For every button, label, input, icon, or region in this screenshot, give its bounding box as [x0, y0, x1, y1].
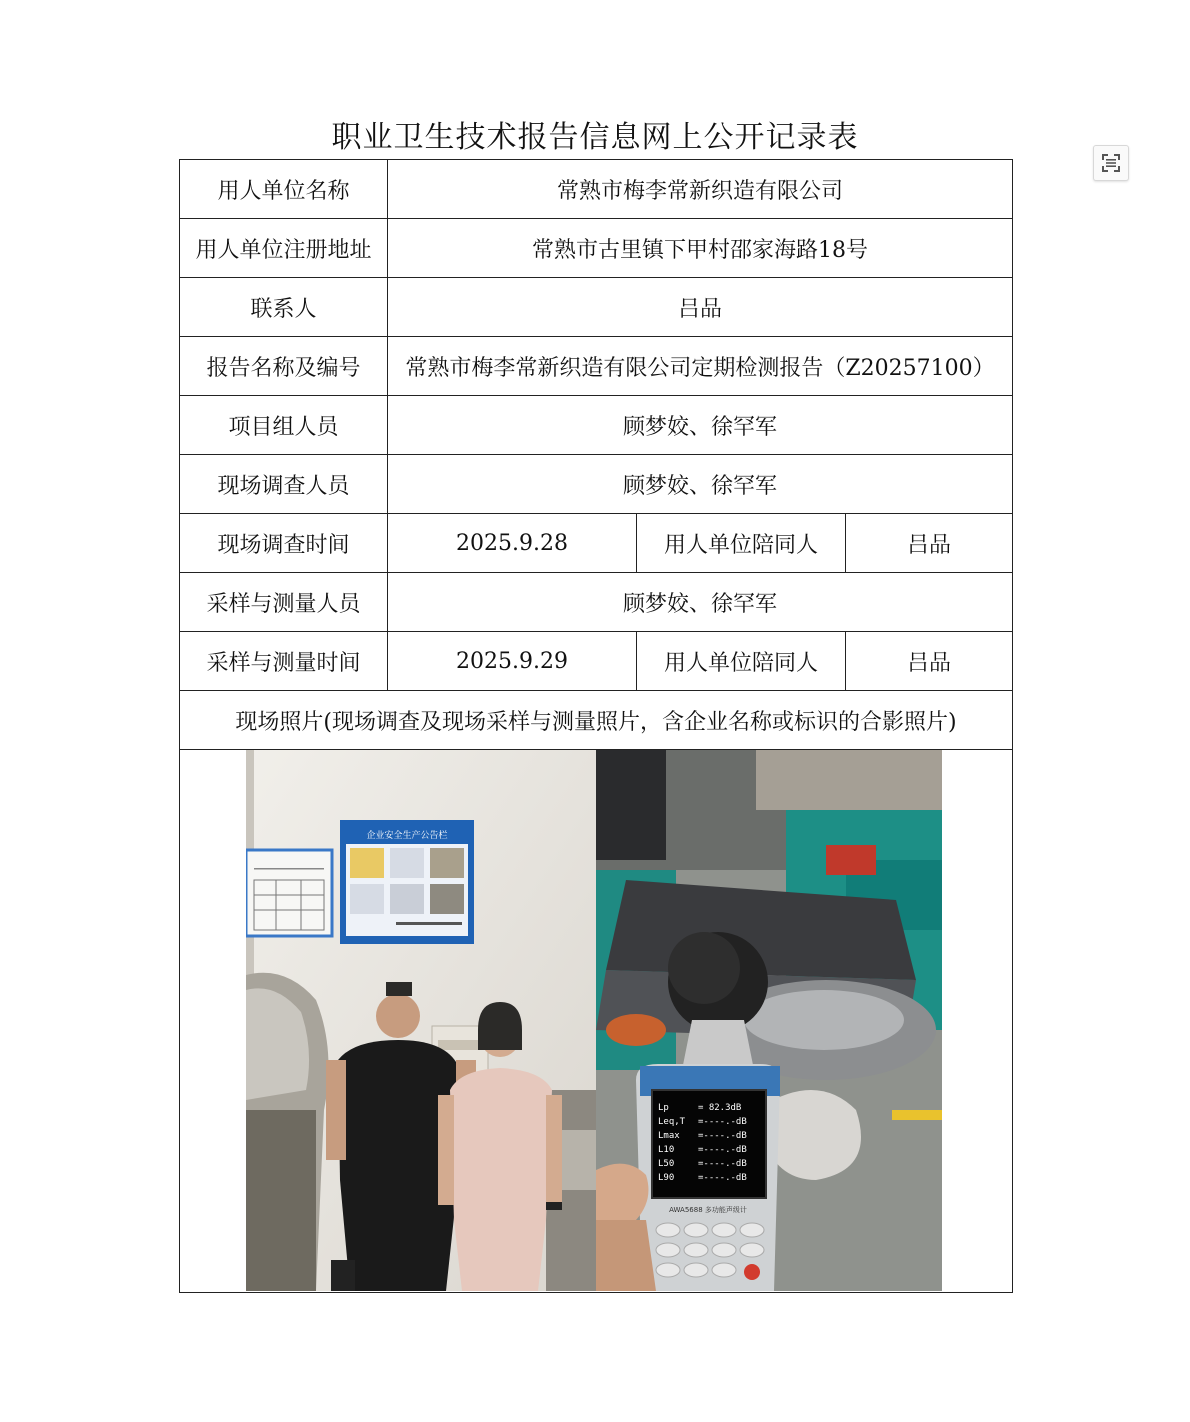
table-row — [180, 396, 1013, 455]
reading-value: =----.-dB — [698, 1117, 747, 1127]
survey-companion-value: 吕品 — [846, 514, 1013, 573]
sampling-staff-label: 采样与测量人员 — [180, 573, 388, 632]
table-row — [180, 573, 1013, 632]
reading-label: L90 — [658, 1173, 675, 1183]
table-row — [180, 219, 1013, 278]
sampling-staff-value: 顾梦姣、徐罕军 — [388, 573, 1013, 632]
project-team-label: 项目组人员 — [180, 396, 388, 455]
reading-value: =----.-dB — [698, 1159, 747, 1169]
employer-name-value: 常熟市梅李常新织造有限公司 — [388, 160, 1013, 219]
record-table — [179, 159, 1013, 1293]
photos-header: 现场照片(现场调查及现场采样与测量照片，含企业名称或标识的合影照片) — [180, 691, 1013, 750]
survey-time-value: 2025.9.28 — [388, 514, 637, 573]
sampling-time-label: 采样与测量时间 — [180, 632, 388, 691]
reading-label: Leq,T — [658, 1117, 686, 1127]
reading-label: Lp — [658, 1103, 669, 1113]
survey-time-label: 现场调查时间 — [180, 514, 388, 573]
survey-staff-value: 顾梦姣、徐罕军 — [388, 455, 1013, 514]
contact-value: 吕品 — [388, 278, 1013, 337]
project-team-value: 顾梦姣、徐罕军 — [388, 396, 1013, 455]
report-label: 报告名称及编号 — [180, 337, 388, 396]
photos-cell — [180, 750, 1013, 1293]
employer-name-label: 用人单位名称 — [180, 160, 388, 219]
measurement-photo — [596, 750, 942, 1291]
page-title: 职业卫生技术报告信息网上公开记录表 — [331, 120, 859, 155]
reading-value: = 82.3dB — [698, 1103, 742, 1113]
reading-label: L50 — [658, 1159, 675, 1169]
group-photo — [246, 750, 596, 1291]
sampling-companion-value: 吕品 — [846, 632, 1013, 691]
table-row — [180, 750, 1013, 1293]
reading-label: L10 — [658, 1145, 675, 1155]
table-row — [180, 514, 1013, 573]
sampling-companion-label: 用人单位陪同人 — [637, 632, 846, 691]
table-row — [180, 337, 1013, 396]
table-row — [180, 632, 1013, 691]
sampling-time-value: 2025.9.29 — [388, 632, 637, 691]
report-value: 常熟市梅李常新织造有限公司定期检测报告（Z20257100） — [388, 337, 1013, 396]
reading-value: =----.-dB — [698, 1145, 747, 1155]
table-row — [180, 278, 1013, 337]
reading-value: =----.-dB — [698, 1173, 747, 1183]
employer-address-value: 常熟市古里镇下甲村邵家海路18号 — [388, 219, 1013, 278]
board-title: 企业安全生产公告栏 — [366, 831, 448, 841]
survey-staff-label: 现场调查人员 — [180, 455, 388, 514]
qr-code-icon — [1100, 152, 1122, 174]
reading-value: =----.-dB — [698, 1131, 747, 1141]
qr-code-button[interactable] — [1093, 145, 1129, 181]
employer-address-label: 用人单位注册地址 — [180, 219, 388, 278]
table-row — [180, 455, 1013, 514]
contact-label: 联系人 — [180, 278, 388, 337]
meter-brand: AWA5688 多功能声级计 — [669, 1206, 747, 1214]
survey-companion-label: 用人单位陪同人 — [637, 514, 846, 573]
table-row — [180, 691, 1013, 750]
reading-label: Lmax — [658, 1131, 680, 1141]
table-row — [180, 160, 1013, 219]
